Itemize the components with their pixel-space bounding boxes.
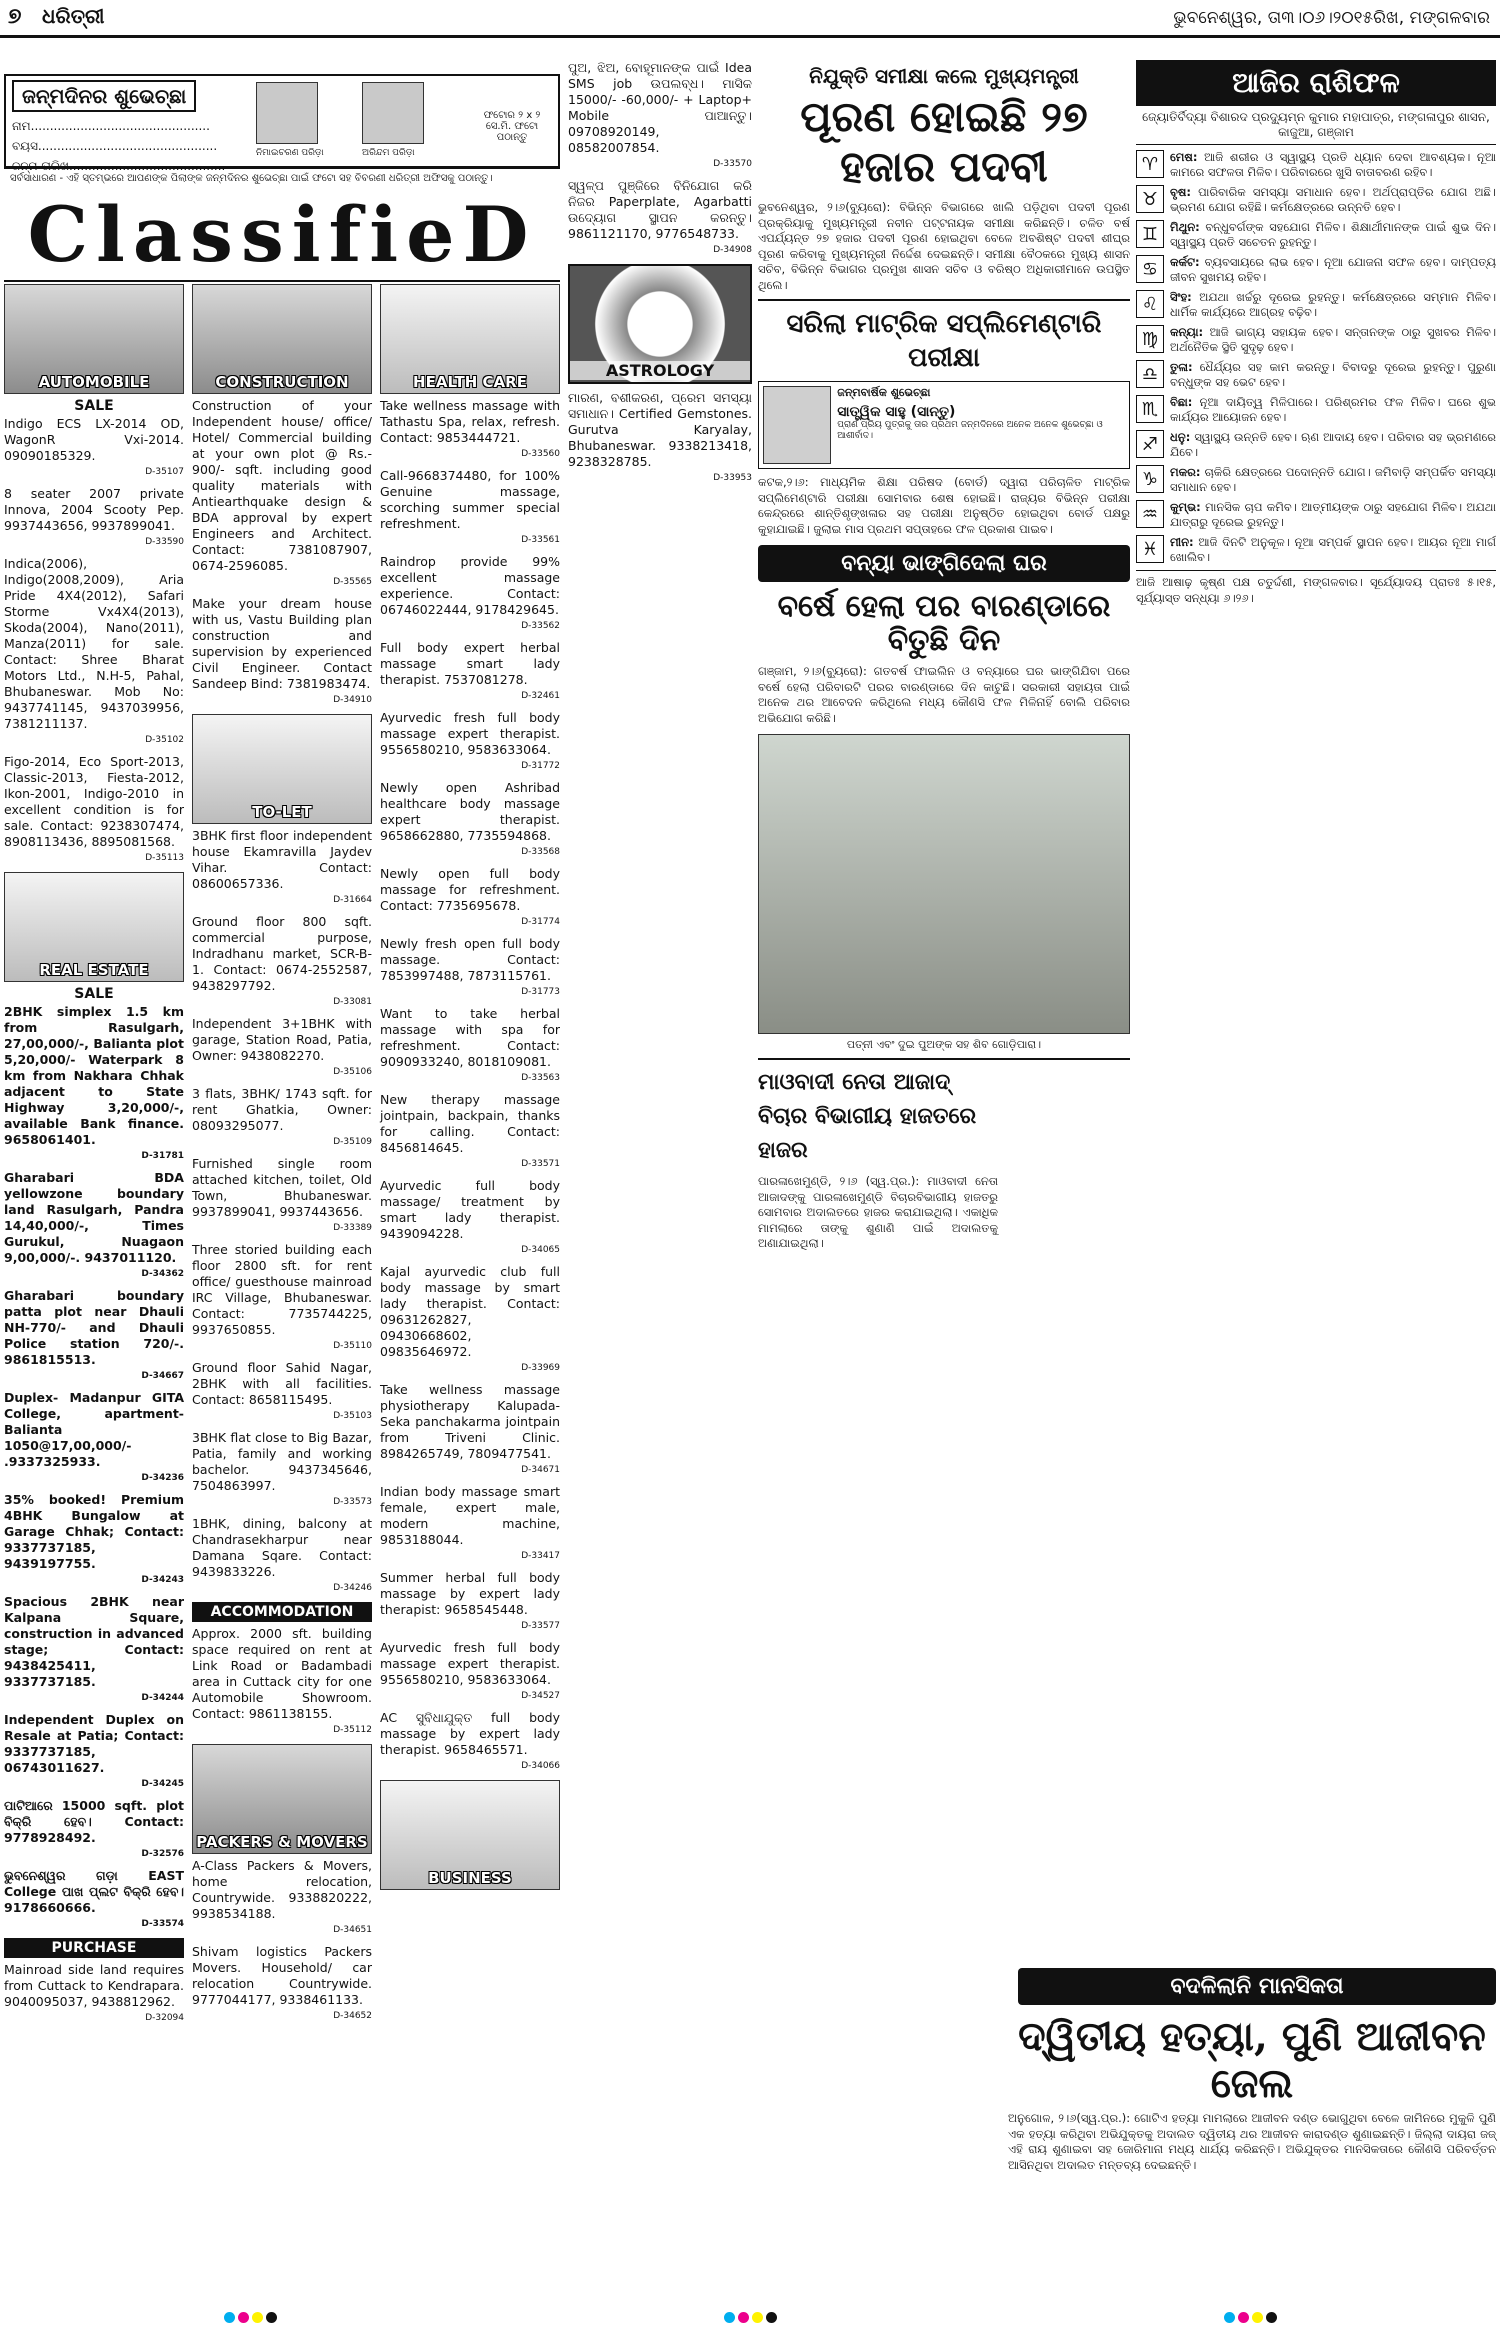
ad-code: D-31774 [521,917,560,927]
ad-code: D-34066 [521,1761,560,1771]
ad-text: Furnished single room attached kitchen, toilet, Old Town, Bhubaneswar. 9937899041, 9937443656. [192,1156,372,1219]
horoscope-entry [1136,500,1496,530]
ad-code: D-34910 [333,695,372,705]
misc-ads [568,60,752,258]
photo-size-note: ଫଟୋର ୨ x ୨ ସେ.ମି. ଫଟୋ ପଠାନ୍ତୁ [483,110,541,143]
classified-ad [568,390,752,486]
classified-ad [380,640,560,704]
ad-text: ସ୍ୱଳ୍ପ ପୁଞ୍ଜିରେ ବିନିଯୋଗ କରି ନିଜର Paperplate, Agarbatti ଉଦ୍ୟୋଗ ସ୍ଥାପନ କରନ୍ତୁ। 9861121170, 9776548733. [568,178,752,241]
ad-text: Call-9668374480, for 100% Genuine massage, scorching summer special refreshment. [380,468,560,531]
ad-code: D-34908 [713,245,752,255]
lower-kicker: ବଦଳିଲାନି ମାନସିକତା [1018,1968,1496,2005]
page-number: ୭ [8,4,22,29]
horoscope-entry [1136,395,1496,425]
classified-ad [192,1086,372,1150]
ad-code: D-31781 [141,1151,184,1161]
horoscope-entry [1136,325,1496,355]
ad-text: 35% booked! Premium 4BHK Bungalow at Garage Chhak; Contact: 9337737185, 9439197755. [4,1492,184,1571]
classified-ad [192,828,372,908]
sign-text: ଚାକିରି କ୍ଷେତ୍ରରେ ପଦୋନ୍ନତି ଯୋଗ। ଜମିବାଡ଼ି ସମ୍ପର୍କିତ ସମସ୍ୟା ସମାଧାନ ହେବ। [1170,465,1496,494]
sign-text: ମାନସିକ ଚାପ କମିବ। ଆତ୍ମୀୟଙ୍କ ଠାରୁ ସହଯୋଗ ମିଳିବ। ଅଯଥା ଯାତ୍ରାରୁ ଦୂରେଇ ରୁହନ୍ତୁ। [1170,500,1496,529]
astrology-ads [568,390,752,486]
ad-code: D-35106 [333,1067,372,1077]
ad-text: Summer herbal full body massage by expert lady therapist: 9658545448. [380,1570,560,1617]
registration-dot [252,2312,263,2323]
classified-ad [380,1570,560,1634]
ad-text: 3 flats, 3BHK/ 1743 sqft. for rent Ghatkia, Owner: 08093295077. [192,1086,372,1133]
greeting-name: ସାତ୍ତ୍ୱିକ ସାହୁ (ସାନ୍ତୁ) [837,404,956,420]
registration-dot [738,2312,749,2323]
story4-headline: ମାଓବାଦୀ ନେତା ଆଜାଦ୍ ବିଚାର ବିଭାଗୀୟ ହାଜତରେ ହାଜର [758,1070,977,1163]
registration-dot [266,2312,277,2323]
ad-text: Figo-2014, Eco Sport-2013, Classic-2013, Fiesta-2012, Ikon-2001, Indigo-2010 in excellent condition is for sale. Contact: 9238307474, 8908113436, 8895081568. [4,754,184,849]
classified-ad [192,596,372,708]
classified-ad [192,1626,372,1738]
page-header [0,0,1500,38]
classified-ad [4,1004,184,1164]
classified-ad [192,1156,372,1236]
ad-text: Shivam logistics Packers Movers. Household/ car relocation Countrywide. 9777044177, 9338461133. [192,1944,372,2007]
classified-ad [4,1288,184,1384]
car-image [4,284,184,394]
ad-text: 3BHK first floor independent house Ekamravilla Jaydev Vihar. Contact: 08600657336. [192,828,372,891]
ad-text: Take wellness massage physiotherapy Kalupada-Seka panchakarma jointpain from Triveni Clinic. 8984265749, 7809477541. [380,1382,560,1461]
ad-code: D-34667 [141,1371,184,1381]
ad-code: D-31664 [333,895,372,905]
sign-name: ମକର: [1170,465,1201,479]
registration-dot [752,2312,763,2323]
sign-text: ଧୈର୍ଯ୍ୟର ସହ କାମ କରନ୍ତୁ। ବିବାଦରୁ ଦୂରେଇ ରୁହନ୍ତୁ। ପୁରୁଣା ବନ୍ଧୁଙ୍କ ସହ ଭେଟ ହେବ। [1170,360,1496,389]
ad-code: D-33571 [521,1159,560,1169]
birthday-box [4,74,560,173]
zodiac-icon: ♌ [1136,290,1164,318]
registration-marks-2 [724,2312,777,2323]
sale-heading-2: SALE [74,986,114,1002]
ad-code: D-33560 [521,449,560,459]
ad-code: D-34236 [141,1473,184,1483]
ad-text: ଭୁବନେଶ୍ୱର ଗଡ଼ା EAST College ପାଖ ପ୍ଲଟ ବିକ୍ରି ହେବ। 9178660666. [4,1868,184,1915]
ad-code: D-31772 [521,761,560,771]
astrology-label: ASTROLOGY [570,361,750,380]
ad-code: D-33573 [333,1497,372,1507]
ad-code: D-33969 [521,1363,560,1373]
classified-ad [380,1092,560,1172]
ad-code: D-35103 [333,1411,372,1421]
dateline: ଭୁବନେଶ୍ୱର, ତା୩।୦୬।୨୦୧୫ରିଖ, ମଙ୍ଗଳବାର [1173,8,1490,28]
ad-code: D-34651 [333,1925,372,1935]
story2-headline: ସରିଲା ମାଟ୍ରିକ ସପ୍ଲିମେଣ୍ଟାରି ପରୀକ୍ଷା [786,309,1102,373]
classified-ad [380,936,560,1000]
ad-code: D-33590 [145,537,184,547]
sign-name: ସିଂହ: [1170,290,1192,304]
classified-ad [4,754,184,866]
ad-text: 2BHK simplex 1.5 km from Rasulgarh, 27,00,000/-, Balianta plot 5,20,000/- Waterpark 8 km from Nakhara Chhak adjacent to State Highway 3,20,000/-, available Bank finance. 9658061401. [4,1004,184,1147]
ad-text: Independent 3+1BHK with garage, Station Road, Patia, Owner: 9438082270. [192,1016,372,1063]
ad-text: Mainroad side land requires from Cuttack to Kendrapara. 9040095037, 9438812962. [4,1962,184,2009]
ad-text: Duplex- Madanpur GITA College, apartment- Balianta 1050@17,00,000/- .9337325933. [4,1390,184,1469]
classified-ad [380,710,560,774]
ad-code: D-34362 [141,1269,184,1279]
ad-text: Newly fresh open full body massage. Contact: 7853997488, 7873115761. [380,936,560,983]
registration-marks-1 [224,2312,277,2323]
classified-ad [380,780,560,860]
zodiac-icon: ♒ [1136,500,1164,528]
ad-code: D-31773 [521,987,560,997]
sign-name: କର୍କଟ: [1170,255,1200,269]
story3-headline: ବର୍ଷେ ହେଲା ପର ବାରଣ୍ଡାରେ ବିତୁଛି ଦିନ [777,589,1111,658]
classified-ad [4,1798,184,1862]
business-label: BUSINESS [428,1869,512,1887]
greeting-title: ଜନ୍ମବାର୍ଷିକ ଶୁଭେଚ୍ଛା [837,386,931,399]
ad-text: Raindrop provide 99% excellent massage experience. Contact: 06746022444, 9178429645. [380,554,560,617]
classified-ad [4,1962,184,2026]
ad-code: D-35113 [145,853,184,863]
sign-text: ଅଯଥା ଖର୍ଚ୍ଚରୁ ଦୂରେଇ ରୁହନ୍ତୁ। କର୍ମକ୍ଷେତ୍ରରେ ସମ୍ମାନ ମିଳିବ। ଧାର୍ମିକ କାର୍ଯ୍ୟରେ ଆଗ୍ରହ ବଢ଼ିବ। [1170,290,1496,319]
ad-code: D-32461 [521,691,560,701]
sign-name: କନ୍ୟା: [1170,325,1204,339]
photo-caption: ପତ୍ନୀ ଏବଂ ଦୁଇ ପୁଅଙ୍କ ସହ ଶିବ ଗୋଡ଼ିପାରା। [846,1038,1042,1051]
automobile-ads [4,416,184,866]
construction-column [192,284,372,2032]
classified-ad [380,398,560,462]
ad-code: D-33389 [333,1223,372,1233]
classified-ad [380,1382,560,1478]
purchase-ads [4,1962,184,2026]
classified-ad [380,1006,560,1086]
purchase-heading: PURCHASE [4,1938,184,1958]
classified-ad [4,1594,184,1706]
ad-text: 3BHK flat close to Big Bazar, Patia, family and working bachelor. 9437345646, 7504863997. [192,1430,372,1493]
horoscope-list [1136,150,1496,565]
stethoscope-image [380,284,560,394]
ad-text: Three storied building each floor 2800 sft. for rent office/ guesthouse mainroad IRC Village, Bhubaneswar. Contact: 7735744225, 9937650855. [192,1242,372,1337]
health-label: HEALTH CARE [413,373,527,391]
sign-name: କୁମ୍ଭ: [1170,500,1201,514]
briefcase-image [380,1780,560,1890]
ad-code: D-35565 [333,577,372,587]
ad-text: Construction of your Independent house/ office/ Hotel/ Commercial building at your own plot @ Rs.- 900/- sqft. including good quality materials with Antiearthquake design & BDA approval by expert Engineers and Architect. Contact: 7381087907, 0674-2596085. [192,398,372,573]
horoscope-column [1136,60,1496,2290]
classifieds-column [4,74,560,2264]
masthead: ଧରିତ୍ରୀ [42,4,105,28]
health-ads [380,398,560,1774]
sign-text: ଆଜି ଦିନଟି ଅନୁକୂଳ। ନୂଆ ସମ୍ପର୍କ ସ୍ଥାପନ ହେବ। ଆୟର ନୂଆ ମାର୍ଗ ଖୋଲିବ। [1170,535,1496,564]
baby-photo [763,386,831,464]
horoscope-entry [1136,150,1496,180]
birthday-notice: ସର୍ବସାଧାରଣ - ଏହି ସ୍ତମ୍ଭରେ ଆପଣଙ୍କ ପିଲାଙ୍କ ଜନ୍ମଦିନର ଶୁଭେଚ୍ଛା ପାଇଁ ଫଟୋ ସହ ବିବରଣୀ ଧରିତ୍ରୀ ଅଫିସକୁ ପଠାନ୍ତୁ। [4,168,560,188]
registration-dot [224,2312,235,2323]
zodiac-icon: ♎ [1136,360,1164,388]
sign-name: ତୁଳା: [1170,360,1193,374]
ad-code: D-32576 [141,1849,184,1859]
classified-ad [4,1868,184,1932]
ad-code: D-33562 [521,621,560,631]
classified-ad [192,1016,372,1080]
ad-code: D-34065 [521,1245,560,1255]
ad-code: D-33561 [521,535,560,545]
zodiac-icon: ♏ [1136,395,1164,423]
photo-caption-1: ନିମାଇଚରଣ ପରିଡ଼ା [256,148,324,158]
print-footer [0,2300,1500,2334]
sign-name: ବୃଷ: [1170,185,1191,199]
ad-text: AC ସୁବିଧାଯୁକ୍ତ full body massage by expert lady therapist. 9658465571. [380,1710,560,1757]
ad-text: Take wellness massage with Tathastu Spa, relax, refresh. Contact: 9853444721. [380,398,560,445]
horoscope-byline: ଜ୍ୟୋତିର୍ବିଦ୍ୟା ବିଶାରଦ ପ୍ରଦ୍ୟୁମ୍ନ କୁମାର ମହାପାତ୍ର, ମଙ୍ଗଳାପୁର ଶାସନ, କାଜୁଆ, ଗଞ୍ଜାମ [1136,110,1496,145]
truck-image [192,1744,372,1854]
horoscope-entry [1136,185,1496,215]
house-image [4,872,184,982]
story4-body: ପାରଳାଖେମୁଣ୍ଡି, ୨।୬ (ସ୍ୱ.ପ୍ର.): ମାଓବାଦୀ ନେତା ଆଜାଦଙ୍କୁ ପାରଳାଖେମୁଣ୍ଡି ବିଚାରବିଭାଗୀୟ ହାଜତରୁ ସୋମବାର ଅଦାଲତରେ ହାଜର କରାଯାଇଥିଲା। ଏକାଧିକ ମାମଲାରେ ତାଙ୍କୁ ଶୁଣାଣି ପାଇଁ ଅଦାଲତକୁ ଅଣାଯାଇଥିଲା। [758,1174,998,1250]
ad-text: Want to take herbal massage with spa for refreshment. Contact: 9090933240, 8018109081. [380,1006,560,1069]
zodiac-icon: ♈ [1136,150,1164,178]
classified-ad [192,1430,372,1510]
ad-text: Indian body massage smart female, expert male, modern machine, 9853188044. [380,1484,560,1547]
construction-ads [192,398,372,708]
zodiac-icon: ♊ [1136,220,1164,248]
sign-text: ଆଜି ଭାଗ୍ୟ ସହାୟକ ହେବ। ସନ୍ତାନଙ୍କ ଠାରୁ ସୁଖବର ମିଳିବ। ଅର୍ଥନୈତିକ ସ୍ଥିତି ସୁଦୃଢ଼ ହେବ। [1170,325,1496,354]
ad-text: Indica(2006), Indigo(2008,2009), Aria Pride 4X4(2012), Safari Storme Vx4X4(2013), Skoda(2004), Nano(2011), Manza(2011) for sale. Contact: Shree Bharat Motors Ltd., N.H-5, Pahal, Bhubaneswar. Mob No: 9437741145, 9437039956, 7381211137. [4,556,184,731]
misc-column [568,60,752,560]
registration-dot [766,2312,777,2323]
accommodation-heading: ACCOMMODATION [192,1602,372,1622]
zodiac-icon: ♋ [1136,255,1164,283]
lower-headline: ଦ୍ୱିତୀୟ ହତ୍ୟା, ପୁଣି ଆଜୀବନ ଜେଲ [1018,2013,1486,2107]
ad-text: New therapy massage jointpain, backpain, thanks for calling. Contact: 8456814645. [380,1092,560,1155]
zodiac-icon: ♐ [1136,430,1164,458]
classified-ad [380,554,560,634]
construction-image [192,284,372,394]
classified-ad [568,60,752,172]
almanac-note: ଆଜି ଆଷାଢ଼ କୃଷ୍ଣ ପକ୍ଷ ଚତୁର୍ଦ୍ଦଶୀ, ମଙ୍ଗଳବାର। ସୂର୍ଯ୍ୟୋଦୟ ପ୍ରାତଃ ୫।୧୫, ସୂର୍ଯ୍ୟାସ୍ତ ସନ୍ଧ୍ୟା ୬।୨୬। [1136,570,1496,606]
classified-ad [192,914,372,1010]
registration-dot [1252,2312,1263,2323]
ad-text: Newly open Ashribad healthcare body massage expert therapist. 9658662880, 7735594868. [380,780,560,843]
tolet-ads [192,828,372,1596]
registration-dot [1224,2312,1235,2323]
classified-banner: ClassifieD [4,188,560,282]
story1-kicker: ନିଯୁକ୍ତି ସମୀକ୍ଷା କଲେ ମୁଖ୍ୟମନ୍ତ୍ରୀ [809,64,1079,88]
story3-body: ଗଞ୍ଜାମ, ୨।୬(ବ୍ୟୁରୋ): ଗତବର୍ଷ ଫାଇଲିନ ଓ ବନ୍ୟାରେ ଘର ଭାଙ୍ଗିଯିବା ପରେ ବର୍ଷେ ହେଲା ପରିବାରଟି ପରର ବାରଣ୍ଡାରେ ଦିନ କାଟୁଛି। ସରକାରୀ ସହାୟତା ପାଇଁ ଅନେକ ଥର ଆବେଦନ କରିଥିଲେ ମଧ୍ୟ କୌଣସି ଫଳ ମିଳିନାହିଁ ବୋଲି ପରିବାର ଅଭିଯୋଗ କରିଛି। [758,664,1130,725]
classified-ad [4,416,184,480]
birthday-title: ଜନ୍ମଦିନର ଶୁଭେଚ୍ଛା [12,80,196,112]
ad-code: D-34527 [521,1691,560,1701]
classified-ad [380,866,560,930]
ad-code: D-33953 [713,473,752,483]
horoscope-entry [1136,290,1496,320]
story2-body: କଟକ,୨।୬: ମାଧ୍ୟମିକ ଶିକ୍ଷା ପରିଷଦ (ବୋର୍ଡ) ଦ୍ୱାରା ପରିଚାଳିତ ମାଟ୍ରିକ ସପ୍ଲିମେଣ୍ଟାରି ପରୀକ୍ଷା ସୋମବାର ଶେଷ ହୋଇଛି। ରାଜ୍ୟର ବିଭିନ୍ନ ପରୀକ୍ଷା କେନ୍ଦ୍ରରେ ଶାନ୍ତିଶୃଙ୍ଖଳାର ସହ ପରୀକ୍ଷା ଅନୁଷ୍ଠିତ ହୋଇଥିବା ବୋର୍ଡ ପକ୍ଷରୁ କୁହାଯାଇଛି। ଜୁଲାଇ ମାସ ପ୍ରଥମ ସପ୍ତାହରେ ଫଳ ପ୍ରକାଶ ପାଇବ। [758,475,1130,536]
ad-code: D-33563 [521,1073,560,1083]
classified-ad [192,1242,372,1354]
ad-text: Spacious 2BHK near Kalpana Square, construction in advanced stage; Contact: 9438425411, 9337737185. [4,1594,184,1689]
classified-ad [192,1858,372,1938]
ad-code: D-34245 [141,1779,184,1789]
classified-ad [380,1484,560,1564]
horoscope-entry [1136,360,1496,390]
sign-text: ପାରିବାରିକ ସମସ୍ୟା ସମାଧାନ ହେବ। ଅର୍ଥପ୍ରାପ୍ତିର ଯୋଗ ଅଛି। ଭ୍ରମଣ ଯୋଗ ରହିଛି। କର୍ମକ୍ଷେତ୍ରରେ ଉନ୍ନତି ହେବ। [1170,185,1496,214]
ad-code: D-33568 [521,847,560,857]
classified-ad [192,398,372,590]
packers-ads [192,1858,372,2024]
accommodation-ads [192,1626,372,1738]
ad-code: D-35102 [145,735,184,745]
ad-code: D-34671 [521,1465,560,1475]
ad-code: D-32094 [145,2013,184,2023]
ad-text: Ayurvedic fresh full body massage expert therapist. 9556580210, 9583633064. [380,1640,560,1687]
classified-ad [4,1170,184,1282]
sign-text: ବ୍ୟବସାୟରେ ଲାଭ ହେବ। ନୂଆ ଯୋଜନା ସଫଳ ହେବ। ଦାମ୍ପତ୍ୟ ଜୀବନ ସୁଖମୟ ରହିବ। [1170,255,1496,284]
ad-text: ପାଟିଆରେ 15000 sqft. plot ବିକ୍ରି ହେବ। Contact: 9778928492. [4,1798,184,1845]
ad-text: Indigo ECS LX-2014 OD, WagonR Vxi-2014. 09090185329. [4,416,184,463]
sign-name: ମେଷ: [1170,150,1198,164]
ad-code: D-33574 [141,1919,184,1929]
story1-headline: ପୂରଣ ହୋଇଛି ୨୭ ହଜାର ପଦବୀ [800,92,1088,191]
ad-code: D-33081 [333,997,372,1007]
horoscope-entry [1136,430,1496,460]
sign-text: ସ୍ୱାସ୍ଥ୍ୟ ଉନ୍ନତି ହେବ। ଋଣ ଆଦାୟ ହେବ। ପରିବାର ସହ ଭ୍ରମଣରେ ଯିବେ। [1170,430,1496,459]
ad-code: D-35107 [145,467,184,477]
name-line: ନାମ............................................... [12,119,210,133]
ad-text: Make your dream house with us, Vastu Building plan construction and supervision by experienced Civil Engineer. Contact Sandeep Bind: 7381983474. [192,596,372,691]
ad-text: Kajal ayurvedic club full body massage by smart lady therapist. Contact: 09631262827, 09430668602, 09835646972. [380,1264,560,1359]
sign-name: ମିଥୁନ: [1170,220,1200,234]
horoscope-entry [1136,535,1496,565]
sign-name: ମୀନ: [1170,535,1194,549]
date-line: ଜନ୍ମ ତାରିଖ......................................... [12,159,226,173]
child-photo-2 [362,82,424,144]
ad-text: Ground floor Sahid Nagar, 2BHK with all facilities. Contact: 8658115495. [192,1360,372,1407]
real-estate-label: REAL ESTATE [39,961,149,979]
classified-subcolumns [4,284,560,2032]
registration-dot [724,2312,735,2323]
ad-text: A-Class Packers & Movers, home relocation, Countrywide. 9338820222, 9938534188. [192,1858,372,1921]
registration-dot [238,2312,249,2323]
greeting-text: ପ୍ରାଣ ପ୍ରିୟ ପୁତ୍ରକୁ ତାର ପ୍ରଥମ ଜନ୍ମଦିନରେ ଅନେକ ଅନେକ ଶୁଭେଚ୍ଛା ଓ ଆଶୀର୍ବାଦ। [837,420,1103,441]
classified-ad [380,1640,560,1704]
classified-ad [4,1492,184,1588]
zodiac-icon: ♍ [1136,325,1164,353]
family-photo [758,734,1130,1034]
packers-label: PACKERS & MOVERS [196,1833,368,1851]
sign-text: ଆଜି ଶରୀର ଓ ସ୍ୱାସ୍ଥ୍ୟ ପ୍ରତି ଧ୍ୟାନ ଦେବା ଆବଶ୍ୟକ। ନୂଆ କାମରେ ସଫଳତା ମିଳିବ। ପରିବାରରେ ଖୁସି ବାତାବରଣ ରହିବ। [1170,150,1496,179]
horoscope-entry [1136,255,1496,285]
classified-ad [4,556,184,748]
zodiac-icon: ♓ [1136,535,1164,563]
ad-text: Ground floor 800 sqft. commercial purpose, Indradhanu market, SCR-B-1. Contact: 0674-2552587, 9438297792. [192,914,372,993]
ad-text: ପୁଅ, ଝିଅ, ବୋହୂମାନଙ୍କ ପାଇଁ Idea SMS job ଉପଲବ୍ଧ। ମାସିକ 15000/- -60,000/- + Laptop+ Mobile ପାଆନ୍ତୁ। 09708920149, 08582007854. [568,60,752,155]
photo-caption-2: ଅରିନ୍ଦମ ପରିଡ଼ା [362,148,415,158]
registration-dot [1266,2312,1277,2323]
story1-body: ଭୁବନେଶ୍ୱର, ୨।୬(ବ୍ୟୁରୋ): ବିଭିନ୍ନ ବିଭାଗରେ ଖାଲି ପଡ଼ିଥିବା ପଦବୀ ପୂରଣ ପ୍ରକ୍ରିୟାକୁ ମୁଖ୍ୟମନ୍ତ୍ରୀ ନବୀନ ପଟ୍ଟନାୟକ ସମୀକ୍ଷା କରିଛନ୍ତି। ଚଳିତ ବର୍ଷ ଏପର୍ଯ୍ୟନ୍ତ ୨୭ ହଜାର ପଦବୀ ପୂରଣ ହୋଇଥିବା ବେଳେ ଅବଶିଷ୍ଟ ପଦବୀ ଶୀଘ୍ର ପୂରଣ କରିବାକୁ ମୁଖ୍ୟମନ୍ତ୍ରୀ ନିର୍ଦ୍ଦେଶ ଦେଇଛନ୍ତି। ସମୀକ୍ଷା ବୈଠକରେ ମୁଖ୍ୟ ଶାସନ ସଚିବ, ବିଭିନ୍ନ ବିଭାଗର ପ୍ରମୁଖ ଶାସନ ସଚିବ ଓ ବରିଷ୍ଠ ଅଧିକାରୀମାନେ ଉପସ୍ଥିତ ଥିଲେ। [758,200,1130,292]
news-column [758,60,1130,2290]
automobile-column [4,284,184,2032]
ad-code: D-33570 [713,159,752,169]
ad-text: 1BHK, dining, balcony at Chandrasekharpur near Damana Sqare. Contact: 9439833226. [192,1516,372,1579]
birthday-greeting [758,381,1130,469]
horoscope-entry [1136,220,1496,250]
ad-code: D-34243 [141,1575,184,1585]
ad-text: Gharabari BDA yellowzone boundary land Rasulgarh, Pandra 14,40,000/-, Times Gurukul, Nuagaon 9,00,000/-. 9437011120. [4,1170,184,1265]
age-line: ବୟସ............................................... [12,139,218,153]
ad-code: D-33417 [521,1551,560,1561]
ad-text: Gharabari boundary patta plot near Dhauli NH-770/- and Dhauli Police station 720/-. 9861815513. [4,1288,184,1367]
classified-ad [4,1390,184,1486]
ad-text: Newly open full body massage for refreshment. Contact: 7735695678. [380,866,560,913]
zodiac-icon: ♉ [1136,185,1164,213]
classified-ad [380,1264,560,1376]
ad-code: D-34652 [333,2011,372,2021]
sign-text: ନୂଆ ଦାୟିତ୍ୱ ମିଳିପାରେ। ପରିଶ୍ରମର ଫଳ ମିଳିବ। ଘରେ ଶୁଭ କାର୍ଯ୍ୟର ଆୟୋଜନ ହେବ। [1170,395,1496,424]
ad-code: D-34244 [141,1693,184,1703]
ad-code: D-35112 [333,1725,372,1735]
health-column [380,284,560,2032]
ad-code: D-35109 [333,1137,372,1147]
classified-ad [192,1944,372,2024]
sign-text: ବନ୍ଧୁବର୍ଗଙ୍କ ସହଯୋଗ ମିଳିବ। ଶିକ୍ଷାର୍ଥୀମାନଙ୍କ ପାଇଁ ଶୁଭ ଦିନ। ସ୍ୱାସ୍ଥ୍ୟ ପ୍ରତି ସଚେତନ ରୁହନ୍ତୁ। [1170,220,1496,249]
ad-text: ମାରଣ, ବଶୀକରଣ, ପ୍ରେମ ସମସ୍ୟା ସମାଧାନ। Certified Gemstones. Gurutva Karyalay, Bhubaneswar. 9338213418, 9238328785. [568,390,752,469]
tolet-image [192,714,372,824]
registration-dot [1238,2312,1249,2323]
sign-name: ଧନୁ: [1170,430,1191,444]
ad-text: Approx. 2000 sft. building space required on rent at Link Road or Badambadi area in Cuttack city for one Automobile Showroom. Contact: 9861138155. [192,1626,372,1721]
automobile-label: AUTOMOBILE [38,373,150,391]
ad-text: Ayurvedic fresh full body massage expert therapist. 9556580210, 9583633064. [380,710,560,757]
classified-ad [380,468,560,548]
sign-name: ବିଛା: [1170,395,1193,409]
registration-marks-3 [1224,2312,1277,2323]
classified-ad [568,178,752,258]
classified-ad [380,1178,560,1258]
horoscope-entry [1136,465,1496,495]
classified-ad [192,1360,372,1424]
lower-body: ଅନୁଗୋଳ, ୨।୬(ସ୍ୱ.ପ୍ର.): ଗୋଟିଏ ହତ୍ୟା ମାମଲାରେ ଆଜୀବନ ଦଣ୍ଡ ଭୋଗୁଥିବା ବେଳେ ଜାମିନରେ ମୁକୁଳି ପୁଣି ଏକ ହତ୍ୟା କରିଥିବା ଅଭିଯୁକ୍ତକୁ ଅଦାଲତ ଦ୍ୱିତୀୟ ଥର ଆଜୀବନ କାରାଦଣ୍ଡ ଶୁଣାଇଛନ୍ତି। ଜିଲ୍ଲା ଦାୟରା ଜଜ୍ ଏହି ରାୟ ଶୁଣାଇବା ସହ ଜୋରିମାନା ମଧ୍ୟ ଧାର୍ଯ୍ୟ କରିଛନ୍ତି। ଅଭିଯୁକ୍ତର ମାନସିକତାରେ କୌଣସି ପରିବର୍ତ୍ତନ ଆସିନଥିବା ଅଦାଲତ ମନ୍ତବ୍ୟ ଦେଇଛନ୍ତି। [1008,2111,1496,2172]
construction-label: CONSTRUCTION [215,373,349,391]
ad-text: 8 seater 2007 private Innova, 2004 Scooty Pep. 9937443656, 9937899041. [4,486,184,533]
classified-ad [380,1710,560,1774]
ad-text: Full body expert herbal massage smart lady therapist. 7537081278. [380,640,560,687]
classified-ad [192,1516,372,1596]
tolet-label: TO-LET [252,803,312,821]
zodiac-icon: ♑ [1136,465,1164,493]
story3-kicker: ବନ୍ୟା ଭାଙ୍ଗିଦେଲା ଘର [758,545,1130,582]
real-estate-ads [4,1004,184,1932]
ad-code: D-33577 [521,1621,560,1631]
child-photo-1 [256,82,318,144]
classified-ad [4,1712,184,1792]
classified-ad [4,486,184,550]
horoscope-title: ଆଜିର ରାଶିଫଳ [1136,60,1496,106]
sale-heading: SALE [74,398,114,414]
zodiac-wheel-image [568,264,752,384]
lower-story [758,1960,1496,2173]
ad-code: D-34246 [333,1583,372,1593]
ad-text: Ayurvedic full body massage/ treatment by smart lady therapist. 9439094228. [380,1178,560,1241]
ad-code: D-35110 [333,1341,372,1351]
ad-text: Independent Duplex on Resale at Patia; Contact: 9337737185, 06743011627. [4,1712,184,1775]
